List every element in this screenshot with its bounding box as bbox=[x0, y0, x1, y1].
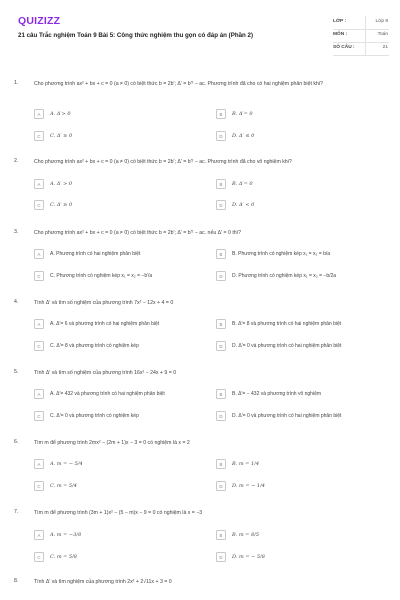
option-letter-box: C bbox=[34, 552, 44, 562]
option-letter-box: C bbox=[34, 341, 44, 351]
option-text: C. Δ′ ≥ 0 bbox=[50, 133, 73, 139]
option-text: C. Δ′ ≥ 0 bbox=[50, 202, 73, 208]
option-a[interactable] bbox=[34, 459, 204, 469]
option-letter-box: D bbox=[216, 411, 226, 421]
meta-key: MÔN : bbox=[333, 32, 348, 37]
option-text: D. Δ′ < 0 bbox=[232, 202, 255, 208]
page-title: 21 câu Trắc nghiệm Toán 9 Bài 5: Công thức nghiệm thu gọn có đáp án (Phần 2) bbox=[18, 32, 254, 39]
option-c[interactable] bbox=[34, 341, 204, 351]
option-d[interactable] bbox=[216, 271, 386, 281]
question-number: 3. bbox=[14, 229, 19, 235]
option-letter-box: B bbox=[216, 389, 226, 399]
meta-row-subject bbox=[333, 30, 389, 43]
option-a[interactable] bbox=[34, 179, 204, 189]
option-letter-box: D bbox=[216, 481, 226, 491]
option-text: A. m = − 5/4 bbox=[50, 461, 83, 467]
option-text: B. Phương trình có nghiệm kép x₁ = x₂ = b/a bbox=[232, 251, 331, 257]
option-text: B. Δ′= 8 và phương trình có hai nghiệm phân biệt bbox=[232, 321, 342, 327]
option-text: D. m = − 5/8 bbox=[232, 554, 265, 560]
question-number: 5. bbox=[14, 369, 19, 375]
document-header bbox=[0, 0, 400, 66]
option-c[interactable] bbox=[34, 481, 204, 491]
question-text: Cho phương trình ax² + bx + c = 0 (a ≠ 0) có biệt thức b = 2b′; Δ′ = b′² − ac. Phương trình đã cho vô nghiệm khi? bbox=[34, 159, 292, 165]
option-text: A. Δ′= 432 và phương trình có hai nghiệm phân biệt bbox=[50, 391, 165, 397]
option-c[interactable] bbox=[34, 552, 204, 562]
option-text: D. Δ′= 0 và phương trình có hai nghiệm phân biệt bbox=[232, 343, 342, 349]
option-c[interactable] bbox=[34, 411, 204, 421]
option-d[interactable] bbox=[216, 481, 386, 491]
option-letter-box: D bbox=[216, 271, 226, 281]
option-text: A. Δ′> 0 bbox=[50, 111, 71, 117]
option-d[interactable] bbox=[216, 411, 386, 421]
question-text: Tính Δ′ và tìm nghiệm của phương trình 2x² + 2√11x + 3 = 0 bbox=[34, 579, 172, 585]
option-letter-box: A bbox=[34, 530, 44, 540]
option-b[interactable] bbox=[216, 109, 386, 119]
question-text: Tìm m để phương trình (3m + 1)x² − (5 − m)x − 9 = 0 có nghiệm là x = −3 bbox=[34, 510, 203, 516]
question-text: Tính Δ′ và tìm số nghiệm của phương trình 7x² − 12x + 4 = 0 bbox=[34, 300, 174, 306]
option-letter-box: A bbox=[34, 459, 44, 469]
question-number: 1. bbox=[14, 80, 19, 86]
option-letter-box: D bbox=[216, 341, 226, 351]
option-text: A. m = −3/8 bbox=[50, 532, 82, 538]
option-text: B. m = 8/5 bbox=[232, 532, 260, 538]
option-d[interactable] bbox=[216, 341, 386, 351]
option-letter-box: A bbox=[34, 179, 44, 189]
option-letter-box: B bbox=[216, 319, 226, 329]
meta-key: SỐ CÂU : bbox=[333, 45, 355, 50]
option-d[interactable] bbox=[216, 200, 386, 210]
option-text: B. Δ′= − 432 và phương trình vô nghiệm bbox=[232, 391, 322, 397]
option-b[interactable] bbox=[216, 319, 386, 329]
option-letter-box: D bbox=[216, 131, 226, 141]
question-text: Tìm m để phương trình 2mx² − (2m + 1)x − 3 = 0 có nghiệm là x = 2 bbox=[34, 440, 190, 446]
option-letter-box: C bbox=[34, 271, 44, 281]
meta-row-count bbox=[333, 43, 389, 56]
option-text: D. Δ′= 0 và phương trình có hai nghiệm phân biệt bbox=[232, 413, 342, 419]
option-c[interactable] bbox=[34, 131, 204, 141]
option-text: D. Δ′ ≤ 0 bbox=[232, 133, 255, 139]
question-number: 4. bbox=[14, 299, 19, 305]
option-letter-box: A bbox=[34, 249, 44, 259]
option-b[interactable] bbox=[216, 249, 386, 259]
option-a[interactable] bbox=[34, 530, 204, 540]
option-text: C. Δ′= 0 và phương trình có nghiệm kép bbox=[50, 413, 139, 419]
option-text: A. Δ′ > 0 bbox=[50, 181, 73, 187]
question-number: 6. bbox=[14, 439, 19, 445]
question-number: 2. bbox=[14, 158, 19, 164]
meta-value: Lớp 9 bbox=[375, 19, 388, 24]
option-b[interactable] bbox=[216, 459, 386, 469]
meta-value: 21 bbox=[382, 45, 388, 50]
option-b[interactable] bbox=[216, 530, 386, 540]
option-letter-box: A bbox=[34, 389, 44, 399]
option-letter-box: B bbox=[216, 459, 226, 469]
meta-key: LỚP : bbox=[333, 19, 347, 24]
option-letter-box: C bbox=[34, 131, 44, 141]
meta-table bbox=[333, 17, 389, 56]
option-text: A. Phương trình có hai nghiệm phân biệt bbox=[50, 251, 141, 257]
question-text: Cho phương trình ax² + bx + c = 0 (a ≠ 0) có biệt thức b = 2b′; Δ′ = b′² − ac. nếu Δ′ = 0 thì? bbox=[34, 230, 241, 236]
option-letter-box: A bbox=[34, 109, 44, 119]
meta-value: Toán bbox=[377, 32, 388, 37]
option-b[interactable] bbox=[216, 179, 386, 189]
option-c[interactable] bbox=[34, 200, 204, 210]
option-letter-box: C bbox=[34, 200, 44, 210]
option-letter-box: A bbox=[34, 319, 44, 329]
option-a[interactable] bbox=[34, 249, 204, 259]
option-c[interactable] bbox=[34, 271, 204, 281]
option-letter-box: B bbox=[216, 109, 226, 119]
meta-row-class bbox=[333, 17, 389, 30]
question-number: 8. bbox=[14, 578, 19, 584]
option-letter-box: B bbox=[216, 530, 226, 540]
option-a[interactable] bbox=[34, 109, 204, 119]
option-text: C. m = 5/4 bbox=[50, 483, 77, 489]
option-b[interactable] bbox=[216, 389, 386, 399]
option-letter-box: D bbox=[216, 552, 226, 562]
option-letter-box: B bbox=[216, 249, 226, 259]
option-text: B. Δ′= 0 bbox=[232, 111, 253, 117]
option-text: C. m = 5/8 bbox=[50, 554, 77, 560]
question-text: Cho phương trình ax² + bx + c = 0 (a ≠ 0) có biệt thức b = 2b′; Δ′ = b′² − ac. Phương trình đã cho có hai nghiệm phân biệt khi? bbox=[34, 81, 323, 87]
option-letter-box: C bbox=[34, 481, 44, 491]
option-text: D. m = − 1/4 bbox=[232, 483, 265, 489]
option-a[interactable] bbox=[34, 389, 204, 399]
option-d[interactable] bbox=[216, 131, 386, 141]
option-text: C. Phương trình có nghiệm kép x₁ = x₂ = −b′/a bbox=[50, 273, 153, 279]
option-text: B. Δ′= 0 bbox=[232, 181, 253, 187]
option-letter-box: D bbox=[216, 200, 226, 210]
option-letter-box: B bbox=[216, 179, 226, 189]
quizizz-logo: QUIZIZZ bbox=[18, 15, 61, 27]
option-text: B. m = 1/4 bbox=[232, 461, 260, 467]
option-text: D. Phương trình có nghiệm kép x₁ = x₂ = −b/2a bbox=[232, 273, 337, 279]
question-number: 7. bbox=[14, 509, 19, 515]
option-text: A. Δ′= 6 và phương trình có hai nghiệm phân biệt bbox=[50, 321, 160, 327]
option-d[interactable] bbox=[216, 552, 386, 562]
option-a[interactable] bbox=[34, 319, 204, 329]
option-text: C. Δ′= 8 và phương trình có nghiệm kép bbox=[50, 343, 139, 349]
option-letter-box: C bbox=[34, 411, 44, 421]
question-text: Tính Δ′ và tìm số nghiệm của phương trình 16x² − 24x + 9 = 0 bbox=[34, 370, 177, 376]
